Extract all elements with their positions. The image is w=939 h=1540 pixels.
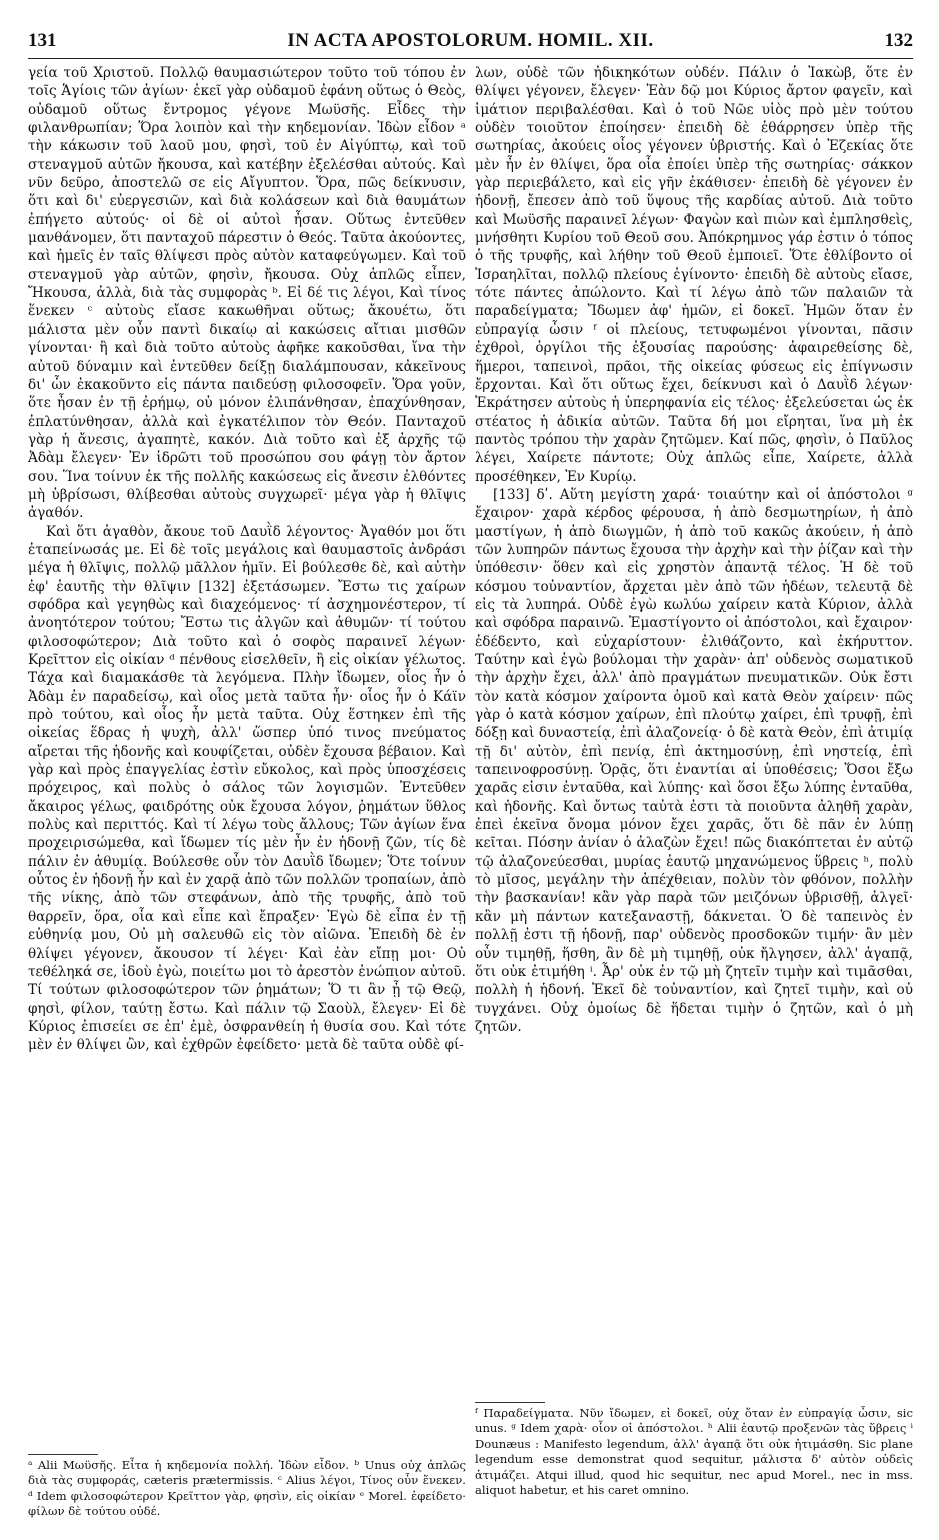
- left-text-column: [28, 64, 466, 1455]
- paragraph: γεία τοῦ Χριστοῦ. Πολλῷ θαυμασιώτερον τοῦτο τοῦ τόπου ἐν τοῖς Ἁγίοις τῶν ἁγίων· ἐκεῖ γὰρ οὐδαμοῦ ἐφάνη οὕτως ὁ Θεὸς, οὐδαμοῦ οὕτως ἔντρομος γέγονε Μωϋσῆς. Εἶδες τὴν φιλανθρωπίαν; Ὅρα λοιπὸν καὶ τὴν κηδεμονίαν. Ἰδὼν εἶδον ᵃ τὴν κάκωσιν τοῦ λαοῦ μου, φησὶ, τοῦ ἐν Αἰγύπτῳ, καὶ τοῦ στεναγμοῦ αὐτῶν ἤκουσα, καὶ κατέβην ἐξελέσθαι αὐτούς. Καὶ νῦν δεῦρο, ἀποστελῶ σε εἰς Αἴγυπτον. Ὅρα, πῶς δείκνυσιν, ὅτι καὶ δι' εὐεργεσιῶν, καὶ διὰ κολάσεων καὶ διὰ θαυμάτων ἐπήγετο αὐτούς· οἱ δὲ οἱ αὐτοὶ ἦσαν. Οὕτως ἐντεῦθεν μανθάνομεν, ὅτι πανταχοῦ πάρεστιν ὁ Θεός. Ταῦτα ἀκούοντες, καὶ ἡμεῖς ἐν ταῖς θλίψεσι πρὸς αὐτὸν καταφεύγωμεν. Καὶ τοῦ στεναγμοῦ γὰρ αὐτῶν, φησὶν, ἤκουσα. Οὐχ ἁπλῶς εἶπεν, Ἤκουσα, ἀλλὰ, διὰ τὰς συμφορὰς ᵇ. Εἰ δέ τις λέγοι, Καὶ τίνος ἕνεκεν ᶜ αὐτοὺς εἴασε κακωθῆναι οὕτως; ἄκουέτω, ὅτι μάλιστα μὲν οὖν παντὶ δικαίῳ αἱ κακώσεις αἴτιαι μισθῶν γίνονται· ἢ καὶ διὰ τοῦτο αὐτοὺς ἀφῆκε κακοῦσθαι, ἵνα τὴν αὐτοῦ δύναμιν καὶ ἐντεῦθεν δείξῃ διαλάμπουσαν, κἀκεῖνους δι' ὧν ἐκακοῦντο εἰς πάντα παιδεύσῃ φιλοσοφεῖν. Ὅρα γοῦν, ὅτε ἦσαν ἐν τῇ ἐρήμῳ, οὐ μόνον ἐλιπάνθησαν, ἐπαχύνθησαν, ἐπλατύνθησαν, ἀλλὰ καὶ ἐγκατέλιπον τὸν Θεόν. Πανταχοῦ γὰρ ἡ ἄνεσις, ἀγαπητὲ, κακόν. Διὰ τοῦτο καὶ ἐξ ἀρχῆς τῷ Ἀδὰμ ἔλεγεν· Ἐν ἱδρῶτι τοῦ προσώπου σου φάγῃ τὸν ἄρτον σου. Ἵνα τοίνυν ἐκ τῆς πολλῆς κακώσεως εἰς ἄνεσιν ἐλθόντες μὴ ὑβρίσωσι, θλίβεσθαι αὐτοὺς συγχωρεῖ· μέγα γὰρ ἡ θλῖψις ἀγαθόν.: [28, 65, 466, 522]
- page-number-right: 132: [884, 30, 913, 51]
- running-title: IN ACTA APOSTOLORUM. HOMIL. XII.: [287, 30, 654, 51]
- footnote-rule-right: [475, 1402, 545, 1403]
- footnotes-right: ᶠ Παραδείγματα. Νῦν ἴδωμεν, εἰ δοκεῖ, οὐχ ὅταν ἐν εὐπραγίᾳ ὦσιν, sic unus. ᵍ Idem χαρὰ· οἷον οἱ ἀπόστολοι. ʰ Alii ἑαυτῷ προξενῶν τὰς ὕβρεις ⁱ Dounæus : Manifesto legendum, ἀλλ' ἀγαπᾷ ὅτι οὐκ ἠτιμάσθη. Sic plane legendum esse demonstrat quod sequitur, μάλιστα δ' αὐτὸν οὐδεὶς ἀτιμάζει. Atqui illud, quod hic sequitur, nec apud Morel., nec in mss. aliquot habetur, et his caret omnino.: [475, 1406, 913, 1498]
- paragraph: Καὶ ὅτι ἀγαθὸν, ἄκουε τοῦ Δαυῒδ λέγοντος· Ἀγαθόν μοι ὅτι ἐταπείνωσάς με. Εἰ δὲ τοῖς μεγάλοις καὶ θαυμαστοῖς ἀνδράσι μέγα ἡ θλῖψις, πολλῷ μᾶλλον ἡμῖν. Εἰ βούλεσθε δὲ, καὶ αὐτὴν ἐφ' ἑαυτῆς τὴν θλῖψιν [132] ἐξετάσωμεν. Ἔστω τις χαίρων σφόδρα καὶ γεγηθὼς καὶ διαχεόμενος· τί ἀσχημονέστερον, τί ἀνοητότερον τούτου; Ἔστω τις ἀλγῶν καὶ ἀθυμῶν· τί τούτου φιλοσοφώτερον; Διὰ τοῦτο καὶ ὁ σοφὸς παραινεῖ λέγων· Κρεῖττον εἰς οἰκίαν ᵈ πένθους εἰσελθεῖν, ἢ εἰς οἰκίαν γέλωτος. Τάχα καὶ διαμακάσθε τὰ λεγόμενα. Πλὴν ἴδωμεν, οἷος ἦν ὁ Ἀδὰμ ἐν παραδείσῳ, καὶ οἷος μετὰ ταῦτα ἦν· οἷος ἦν ὁ Κάϊν πρὸ τούτου, καὶ οἷος ἦν μετὰ ταῦτα. Οὐχ ἕστηκεν ἐπὶ τῆς οἰκείας ἕδρας ἡ ψυχὴ, ἀλλ' ὥσπερ ὑπό τινος πνεύματος αἴρεται τῆς ἡδονῆς καὶ κουφίζεται, οὐδὲν ἔχουσα βέβαιον. Καὶ γὰρ καὶ πρὸς ἐπαγγελίας ἐστὶν εὔκολος, καὶ πρὸς ὑποσχέσεις πρόχειρος, καὶ πολὺς ὁ σάλος τῶν λογισμῶν. Ἐντεῦθεν ἄκαιρος γέλως, φαιδρότης οὐκ ἔχουσα λόγον, ῥημάτων ὕθλος πολὺς καὶ περιττός. Καὶ τί λέγω τοὺς ἄλλους; Τῶν ἁγίων ἕνα προχειρισώμεθα, καὶ ἴδωμεν τίς μὲν ἦν ἐν ἡδονῇ ζῶν, τίς δὲ πάλιν ἐν ἀθυμίᾳ. Βούλεσθε οὖν τὸν Δαυῒδ ἴδωμεν; Ὅτε τοίνυν οὗτος ἐν ἡδονῇ ἦν καὶ ἐν χαρᾷ ἀπὸ τῶν πολλῶν τροπαίων, ἀπὸ τῆς νίκης, ἀπὸ τῶν στεφάνων, ἀπὸ τῆς τρυφῆς, ἀπὸ τοῦ θαρρεῖν, ὅρα, οἷα καὶ εἶπε καὶ ἔπραξεν· Ἐγὼ δὲ εἶπα ἐν τῇ εὐθηνίᾳ μου, Οὐ μὴ σαλευθῶ εἰς τὸν αἰῶνα. Ἐπειδὴ δὲ ἐν θλίψει γέγονεν, ἄκουσον τί λέγει· Καὶ ἐὰν εἴπῃ μοι· Οὐ τεθέληκά σε, ἰδοὺ ἐγὼ, ποιείτω μοι τὸ ἀρεστὸν ἐνώπιον αὐτοῦ. Τί τούτων φιλοσοφώτερον τῶν ῥημάτων; Ὅ τι ἂν ᾖ τῷ Θεῷ, φησὶ, φίλον, ταύτῃ ἔστω. Καὶ πάλιν τῷ Σαοὺλ, ἔλεγεν· Εἰ δὲ Κύριος ἐπισείει σε ἐπ' ἐμὲ, ὀσφρανθείη ἡ θυσία σου. Καὶ τότε μὲν ἐν θλίψει ὢν, καὶ ἐχθρῶν ἐφείδετο· μετὰ δὲ ταῦτα οὐδὲ φί-: [28, 523, 466, 1054]
- footnotes-left: ᵃ Alii Μωϋσῆς. Εἶτα ἡ κηδεμονία πολλή. Ἰδὼν εἶδον. ᵇ Unus οὐχ ἁπλῶς διὰ τὰς συμφοράς, cæteris prætermissis. ᶜ Alius λέγοι, Τίνος οὖν ἕνεκεν. ᵈ Idem φιλοσοφώτερον Κρεῖττον γὰρ, φησὶν, εἰς οἰκίαν ᵉ Morel. ἐφείδετο· φίλων δὲ τούτου οὐδέ.: [28, 1458, 466, 1519]
- header-rule: [28, 58, 913, 59]
- paragraph: λων, οὐδὲ τῶν ἠδικηκότων οὐδέν. Πάλιν ὁ Ἰακὼβ, ὅτε ἐν θλίψει γέγονεν, ἔλεγεν· Ἐὰν δῷ μοι Κύριος ἄρτον φαγεῖν, καὶ ἱμάτιον περιβαλέσθαι. Καὶ ὁ τοῦ Νῶε υἱὸς πρὸ μὲν τούτου οὐδὲν τοιοῦτον ἐποίησεν· ἐπειδὴ δὲ ἐθάρρησεν ὑπὲρ τῆς σωτηρίας, ἀκούεις οἷος γέγονεν ὑβριστής. Καὶ ὁ Ἐζεκίας ὅτε μὲν ἦν ἐν θλίψει, ὅρα οἷα ἐποίει ὑπὲρ τῆς σωτηρίας· σάκκον γὰρ περιεβάλετο, καὶ εἰς γῆν ἐκάθισεν· ἐπειδὴ δὲ γέγονεν ἐν ἡδονῇ, ἔπεσεν ἀπὸ τοῦ ὕψους τῆς καρδίας αὐτοῦ. Διὰ τοῦτο καὶ Μωϋσῆς παραινεῖ λέγων· Φαγὼν καὶ πιὼν καὶ ἐμπλησθεὶς, μνήσθητι Κυρίου τοῦ Θεοῦ σου. Ἀπόκρημνος γάρ ἐστιν ὁ τόπος ὁ τῆς τρυφῆς, καὶ λήθην τοῦ Θεοῦ ἐμποιεῖ. Ὅτε ἐθλίβοντο οἱ Ἰσραηλῖται, πολλῷ πλείους ἐγίνοντο· ἐπειδὴ δὲ αὐτοὺς εἴασε, τότε πάντες ἀπώλοντο. Καὶ τί λέγω ἀπὸ τῶν παλαιῶν τὰ παραδείγματα; Ἴδωμεν ἀφ' ἡμῶν, εἰ δοκεῖ. Ἡμῶν ὅταν ἐν εὐπραγίᾳ ὦσιν ᶠ οἱ πλείους, τετυφωμένοι γίνονται, πᾶσιν ἐχθροὶ, ὀργίλοι τῆς ἐξουσίας παρούσης· ἀφαιρεθείσης δὲ, ἥμεροι, ταπεινοὶ, πρᾶοι, τῆς οἰκείας φύσεως εἰς ἐπίγνωσιν ἔρχονται. Καὶ ὅτι οὕτως ἔχει, δείκνυσι καὶ ὁ Δαυῒδ λέγων· Ἐκράτησεν αὐτοὺς ἡ ὑπερηφανία εἰς τέλος· ἐξελεύσεται ὡς ἐκ στέατος ἡ ἀδικία αὐτῶν. Ταῦτα δή μοι εἴρηται, ἵνα μὴ ἐκ παντὸς τρόπου τὴν χαρὰν ζητῶμεν. Καί πῶς, φησὶν, ὁ Παῦλος λέγει, Χαίρετε πάντοτε; Οὐχ ἁπλῶς εἶπε, Χαίρετε, ἀλλὰ προσέθηκεν, Ἐν Κυρίῳ.: [475, 65, 913, 485]
- footnote-rule-left: [28, 1454, 98, 1455]
- page-header: [28, 30, 913, 60]
- page-number-left: 131: [28, 30, 57, 51]
- paragraph: [133] δʹ. Αὕτη μεγίστη χαρά· τοιαύτην καὶ οἱ ἀπόστολοι ᵍ ἔχαιρον· χαρὰ κέρδος φέρουσα, ἡ ἀπὸ δεσμωτηρίων, ἡ ἀπὸ μαστίγων, ἡ ἀπὸ διωγμῶν, ἡ ἀπὸ τοῦ κακῶς ἀκούειν, ἡ ἀπὸ τῶν λυπηρῶν πάντως ἔχουσα τὴν ἀρχὴν καὶ τὴν ῥίζαν καὶ τὴν ὑπόθεσιν· ὅθεν καὶ εἰς χρηστὸν ἀπαντᾷ τέλος. Ἡ δὲ τοῦ κόσμου τοὐναντίον, ἄρχεται μὲν ἀπὸ τῶν ἡδέων, τελευτᾷ δὲ εἰς τὰ λυπηρά. Οὐδὲ ἐγὼ κωλύω χαίρειν κατὰ Κύριον, ἀλλὰ καὶ σφόδρα παραινῶ. Ἐμαστίγοντο οἱ ἀπόστολοι, καὶ ἔχαιρον· ἐδέδεντο, καὶ εὐχαρίστουν· ἐλιθάζοντο, καὶ ἐκήρυττον. Ταύτην καὶ ἐγὼ βούλομαι τὴν χαρὰν· ἀπ' οὐδενὸς σωματικοῦ τὴν ἀρχὴν ἔχει, ἀλλ' ἀπὸ πραγμάτων πνευματικῶν. Οὐκ ἔστι τὸν κατὰ κόσμον χαίροντα ὁμοῦ καὶ κατὰ Θεὸν χαίρειν· πῶς γὰρ ὁ κατὰ κόσμον χαίρων, ἐπὶ πλούτῳ χαίρει, ἐπὶ τρυφῇ, ἐπὶ δόξῃ καὶ δυναστείᾳ, ἐπὶ ἀλαζονείᾳ· ὁ δὲ κατὰ Θεὸν, ἐπὶ ἀτιμίᾳ τῇ δι' αὐτὸν, ἐπὶ πενίᾳ, ἐπὶ ἀκτημοσύνῃ, ἐπὶ νηστείᾳ, ἐπὶ ταπεινοφροσύνῃ. Ὁρᾷς, ὅτι ἐναντίαι αἱ ὑποθέσεις; Ὅσοι ἔξω χαρᾶς εἰσιν ἐνταῦθα, καὶ λύπης· καὶ ὅσοι ἔξω λύπης ἐνταῦθα, καὶ ἡδονῆς. Καὶ ὄντως ταὐτὰ ἐστι τὰ ποιοῦντα ἀληθῆ χαρὰν, ἐπεὶ ἐκεῖνα ὄνομα μόνον ἔχει χαρᾶς, ὅτι δὲ πᾶν ἐν λύπῃ κεῖται. Πόσην ἀνίαν ὁ ἀλαζὼν ἔχει! πῶς διακόπτεται ἐν αὐτῷ τῷ ἀλαζονεύεσθαι, μυρίας ἑαυτῷ μηχανώμενος ὕβρεις ʰ, πολὺ τὸ μῖσος, μεγάλην τὴν ἀπέχθειαν, πολὺν τὸν φθόνον, πολλὴν τὴν βασκανίαν! κἂν γὰρ παρὰ τῶν μειζόνων ὑβρισθῇ, ἀλγεῖ· κἂν μὴ πάντων κατεξαναστῇ, δάκνεται. Ὁ δὲ ταπεινὸς ἐν πολλῇ ἐστι τῇ ἡδονῇ, παρ' οὐδενὸς προσδοκῶν τιμήν· ἂν μὲν οὖν τιμηθῇ, ἥσθη, ἂν δὲ μὴ τιμηθῇ, οὐκ ἤλγησεν, ἀλλ' ἀγαπᾷ, ὅτι οὐκ ἐτιμήθη ⁱ. Ἆρ' οὐκ ἐν τῷ μὴ ζητεῖν τιμὴν καὶ τιμᾶσθαι, πολλὴ ἡ ἡδονή. Ἐκεῖ δὲ τοὐναντίον, καὶ ζητεῖ τιμὴν, καὶ οὐ τυγχάνει. Οὐχ ὁμοίως δὲ ἥδεται τιμὴν ὁ ζητῶν, καὶ ὁ μὴ ζητῶν.: [475, 486, 913, 1035]
- right-text-column: [475, 64, 913, 1396]
